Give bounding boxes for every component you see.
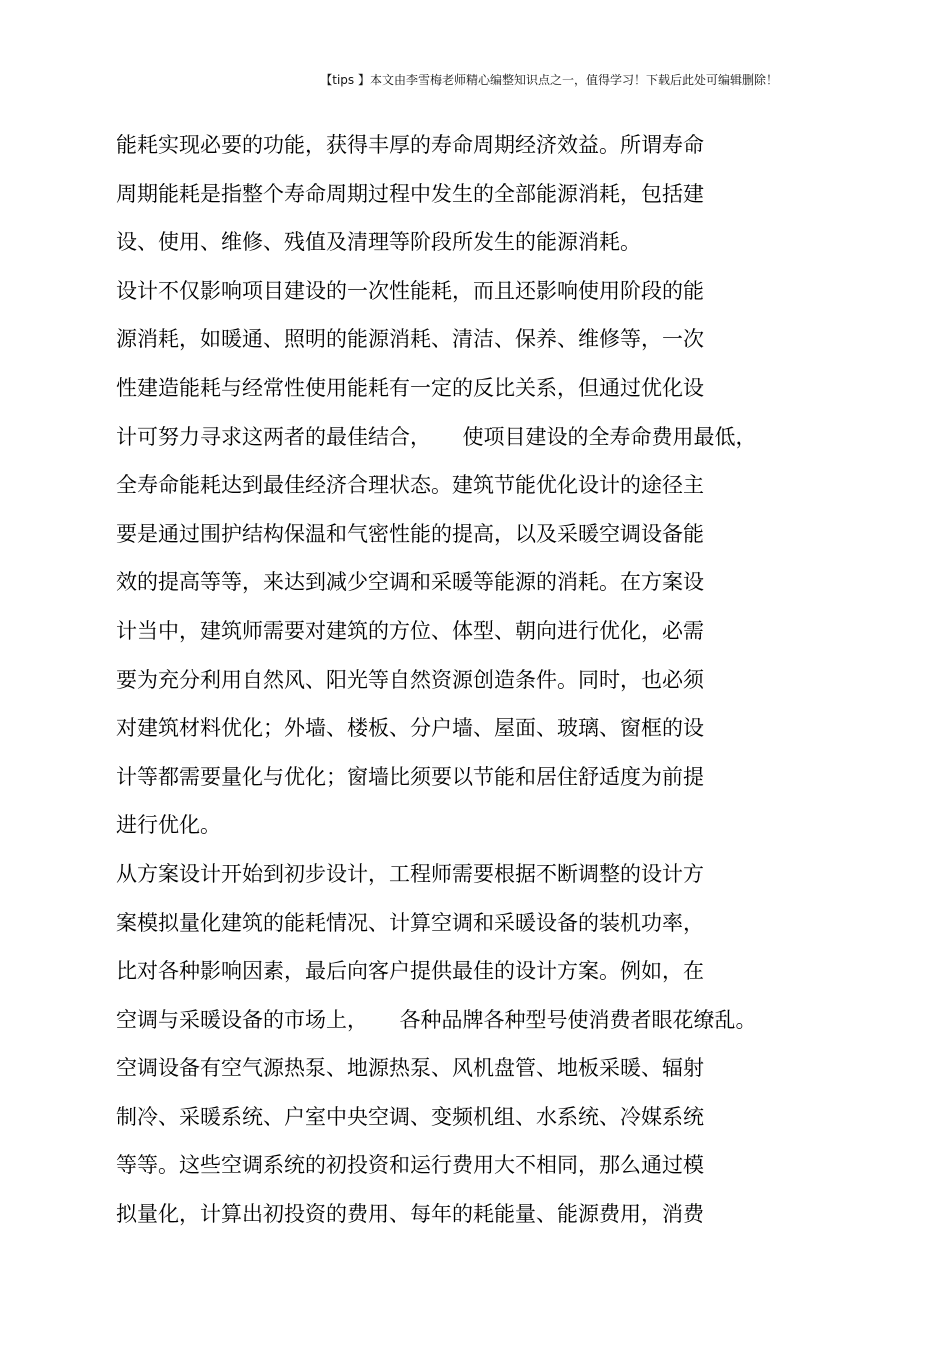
text-line: 要为充分利用自然风、阳光等自然资源创造条件。同时，也必须 (116, 667, 704, 692)
text-line: 拟量化，计算出初投资的费用、每年的耗能量、能源费用，消费 (116, 1202, 704, 1227)
text-line: 计当中，建筑师需要对建筑的方位、体型、朝向进行优化，必需 (116, 618, 704, 643)
text-line: 从方案设计开始到初步设计，工程师需要根据不断调整的设计方 (116, 861, 704, 886)
text-line: 全寿命能耗达到最佳经济合理状态。建筑节能优化设计的途径主 (116, 473, 704, 498)
text-line: 等等。这些空调系统的初投资和运行费用大不相同，那么通过模 (116, 1153, 704, 1178)
text-line: 源消耗，如暖通、照明的能源消耗、清洁、保养、维修等，一次 (116, 327, 704, 352)
text-line: 案模拟量化建筑的能耗情况、计算空调和采暖设备的装机功率， (116, 910, 704, 935)
text-line: 性建造能耗与经常性使用能耗有一定的反比关系，但通过优化设 (116, 375, 704, 400)
text-line: 空调与采暖设备的市场上， 各种品牌各种型号使消费者眼花缭乱。 (116, 1007, 757, 1032)
text-line: 比对各种影响因素，最后向客户提供最佳的设计方案。例如，在 (116, 959, 704, 984)
text-line: 要是通过围护结构保温和气密性能的提高，以及采暖空调设备能 (116, 521, 704, 546)
text-line: 设计不仅影响项目建设的一次性能耗，而且还影响使用阶段的能 (116, 278, 704, 303)
text-line: 空调设备有空气源热泵、地源热泵、风机盘管、地板采暖、辐射 (116, 1056, 704, 1081)
text-line: 制冷、采暖系统、户室中央空调、变频机组、水系统、冷媒系统 (116, 1104, 704, 1129)
text-line: 周期能耗是指整个寿命周期过程中发生的全部能源消耗，包括建 (116, 181, 704, 206)
document-body (116, 125, 836, 1243)
text-line: 效的提高等等，来达到减少空调和采暖等能源的消耗。在方案设 (116, 570, 704, 595)
text-line: 设、使用、维修、残值及清理等阶段所发生的能源消耗。 (116, 230, 641, 255)
text-line: 计可努力寻求这两者的最佳结合， 使项目建设的全寿命费用最低， (116, 424, 757, 449)
text-line: 对建筑材料优化；外墙、楼板、分户墙、屋面、玻璃、窗框的设 (116, 716, 704, 741)
text-line: 进行优化。 (116, 813, 221, 838)
header-tips-note: 【tips 】本文由李雪梅老师精心编整知识点之一，值得学习！下载后此处可编辑删除！ (320, 73, 778, 87)
text-line: 计等都需要量化与优化；窗墙比须要以节能和居住舒适度为前提 (116, 764, 704, 789)
text-line: 能耗实现必要的功能，获得丰厚的寿命周期经济效益。所谓寿命 (116, 133, 704, 157)
